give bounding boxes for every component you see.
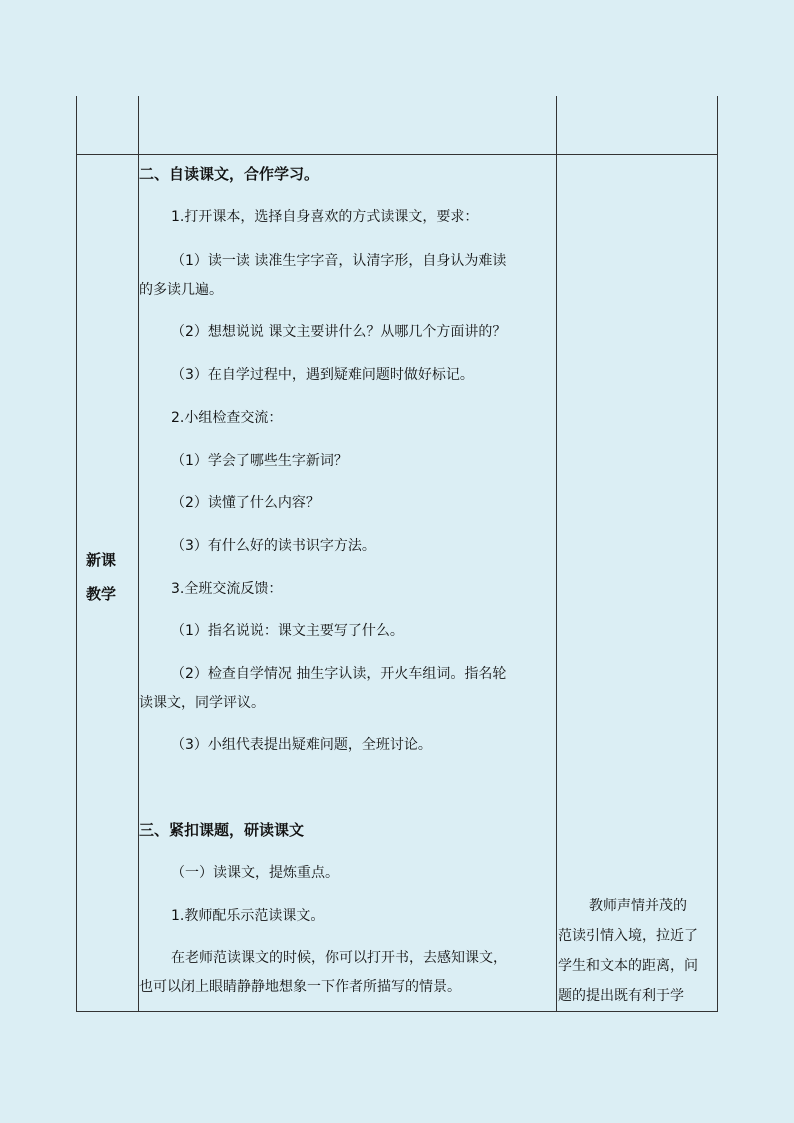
design-note-line: 学生和文本的距离，问 [558, 958, 698, 974]
paragraph: （3）有什么好的读书识字方法。 [171, 538, 376, 554]
row-label-line2: 教学 [86, 585, 117, 603]
paragraph: （2）读懂了什么内容？ [171, 495, 320, 511]
table-row-divider [76, 154, 718, 155]
paragraph: 2.小组检查交流： [171, 410, 283, 426]
design-note-line: 题的提出既有利于学 [558, 988, 684, 1004]
paragraph: （1）指名说说：课文主要写了什么。 [171, 623, 404, 639]
paragraph: 1.教师配乐示范读课文。 [171, 908, 325, 924]
section-3-title: 三、紧扣课题，研读课文 [139, 821, 305, 839]
row-label-line1: 新课 [86, 551, 117, 569]
table-border-bottom [76, 1011, 718, 1012]
paragraph: （2）想想说说 课文主要讲什么？从哪几个方面讲的？ [171, 324, 507, 340]
paragraph: 读课文，同学评议。 [139, 695, 265, 711]
table-border-left [76, 96, 77, 1012]
paragraph: （1）学会了哪些生字新词？ [171, 453, 348, 469]
paragraph: （1）读一读 读准生字字音，认清字形，自身认为难读 [171, 253, 507, 269]
paragraph: （2）检查自学情况 抽生字认读，开火车组词。指名轮 [171, 666, 507, 682]
paragraph: 的多读几遍。 [139, 282, 223, 298]
table-border-col2 [556, 96, 557, 1012]
design-note-line: 教师声情并茂的 [589, 898, 687, 914]
paragraph: 1.打开课本，选择自身喜欢的方式读课文，要求： [171, 209, 479, 225]
paragraph: （3）在自学过程中，遇到疑难问题时做好标记。 [171, 367, 474, 383]
section-2-title: 二、自读课文，合作学习。 [139, 165, 320, 183]
paragraph: （一）读课文，提炼重点。 [171, 865, 339, 881]
row-label [86, 550, 130, 604]
paragraph: 也可以闭上眼睛静静地想象一下作者所描写的情景。 [139, 979, 461, 995]
paragraph: 3.全班交流反馈： [171, 581, 283, 597]
paragraph: （3）小组代表提出疑难问题，全班讨论。 [171, 737, 432, 753]
table-border-right [717, 96, 718, 1012]
paragraph: 在老师范读课文的时候，你可以打开书，去感知课文， [171, 950, 507, 966]
design-note-line: 范读引情入境，拉近了 [558, 928, 698, 944]
table-border-col1 [138, 96, 139, 1012]
